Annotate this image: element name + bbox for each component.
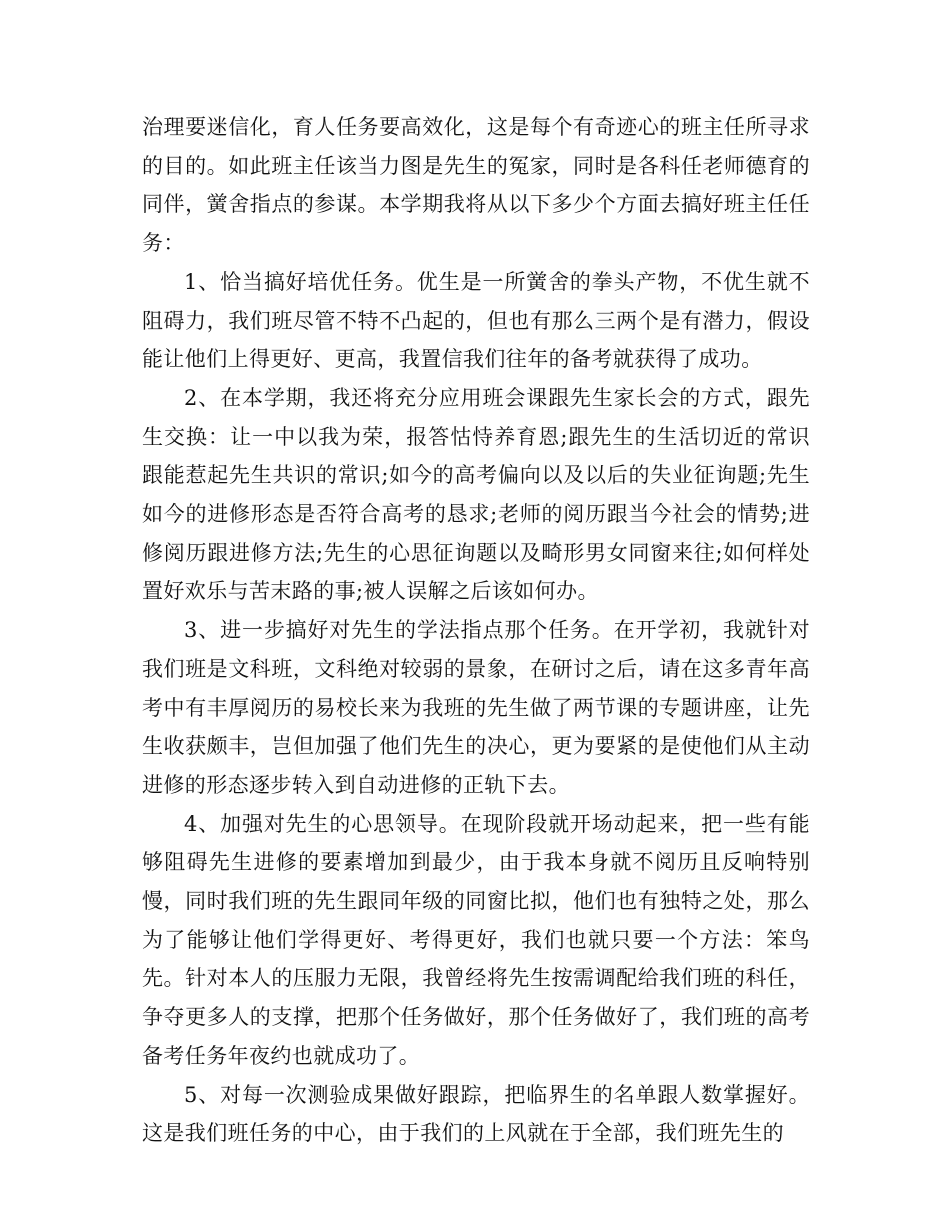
document-body (142, 108, 810, 1153)
paragraph-item-2: 2、在本学期，我还将充分应用班会课跟先生家长会的方式，跟先生交换：让一中以我为荣，报答怙恃养育恩;跟先生的生活切近的常识跟能惹起先生共识的常识;如今的高考偏向以及以后的失业征询题;先生如今的进修形态是否符合高考的恳求;老师的阅历跟当今社会的情势;进修阅历跟进修方法;先生的心思征询题以及畸形男女同窗来往;如何样处置好欢乐与苦末路的事;被人误解之后该如何办。 (142, 385, 810, 604)
paragraph-item-3: 3、进一步搞好对先生的学法指点那个任务。在开学初，我就针对我们班是文科班，文科绝对较弱的景象，在研讨之后，请在这多青年高考中有丰厚阅历的易校长来为我班的先生做了两节课的专题讲座，让先生收获颇丰，岂但加强了他们先生的决心，更为要紧的是使他们从主动进修的形态逐步转入到自动进修的正轨下去。 (142, 618, 810, 797)
paragraph-item-4: 4、加强对先生的心思领导。在现阶段就开场动起来，把一些有能够阻碍先生进修的要素增加到最少，由于我本身就不阅历且反响特别慢，同时我们班的先生跟同年级的同窗比拟，他们也有独特之处，那么为了能够让他们学得更好、考得更好，我们也就只要一个方法：笨鸟先。针对本人的压服力无限，我曾经将先生按需调配给我们班的科任，争夺更多人的支撑，把那个任务做好，那个任务做好了，我们班的高考备考任务年夜约也就成功了。 (142, 811, 810, 1068)
paragraph-item-5: 5、对每一次测验成果做好跟踪，把临界生的名单跟人数掌握好。这是我们班任务的中心，由于我们的上风就在于全部，我们班先生的 (142, 1082, 810, 1146)
paragraph-intro-continuation: 治理要迷信化，育人任务要高效化，这是每个有奇迹心的班主任所寻求的目的。如此班主任该当力图是先生的冤家，同时是各科任老师德育的同伴，黉舍指点的参谋。本学期我将从以下多少个方面去搞好班主任任务： (142, 115, 810, 256)
paragraph-item-1: 1、恰当搞好培优任务。优生是一所黉舍的拳头产物，不优生就不阻碍力，我们班尽管不特不凸起的，但也有那么三两个是有潜力，假设能让他们上得更好、更高，我置信我们往年的备考就获得了成功。 (142, 269, 810, 372)
